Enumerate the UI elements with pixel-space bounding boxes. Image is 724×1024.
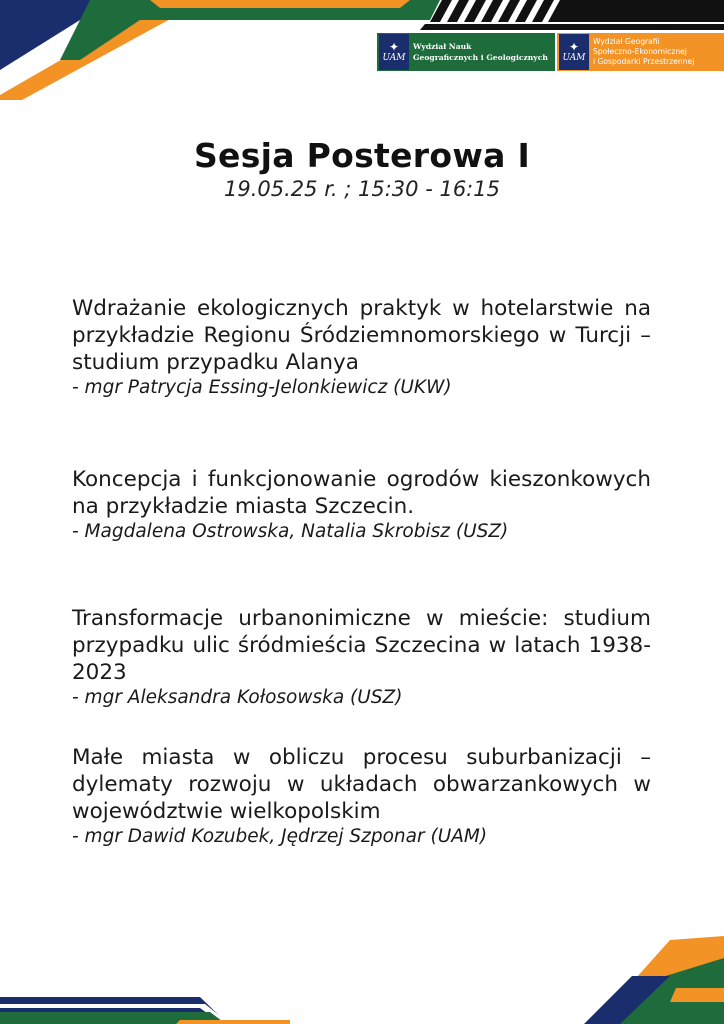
session-datetime: 19.05.25 r. ; 15:30 - 16:15 xyxy=(224,177,500,201)
poster-entry-1 xyxy=(72,295,651,400)
poster-authors: - mgr Aleksandra Kołosowska (USZ) xyxy=(72,687,403,708)
logo-wngig-line1: Wydział Nauk xyxy=(413,42,472,51)
logo-wgseigp-line3: i Gospodarki Przestrzennej xyxy=(593,57,695,66)
logo-wngig xyxy=(377,33,555,71)
poster-title: Małe miasta w obliczu procesu suburbanizacji – dylematy rozwoju w układach obwarzankowych w województwie wielkopolskim xyxy=(72,745,651,824)
poster-entry-3 xyxy=(72,605,651,710)
poster-entry-2 xyxy=(72,466,651,544)
uam-crest-icon: ✦ UAM xyxy=(559,34,589,70)
session-title: Sesja Posterowa I xyxy=(193,136,531,175)
poster-title: Wdrażanie ekologicznych praktyk w hotelarstwie na przykładzie Regionu Śródziemnomorskiego w Turcji – studium przypadku Alanya xyxy=(72,296,651,375)
bottom-right-decoration xyxy=(560,930,724,1024)
logo-wgseigp-line1: Wydział Geografii xyxy=(593,37,660,46)
poster-authors: - mgr Dawid Kozubek, Jędrzej Szponar (UAM) xyxy=(72,826,488,847)
logo-wgseigp-line2: Społeczno-Ekonomicznej xyxy=(593,47,687,56)
logo-wgseigp xyxy=(557,33,724,71)
poster-authors: - mgr Patrycja Essing-Jelonkiewicz (UKW) xyxy=(72,377,452,398)
poster-authors: - Magdalena Ostrowska, Natalia Skrobisz (USZ) xyxy=(72,521,509,542)
bottom-left-decoration xyxy=(0,994,300,1024)
poster-entry-4 xyxy=(72,744,651,849)
poster-title: Koncepcja i funkcjonowanie ogrodów kieszonkowych na przykładzie miasta Szczecin. xyxy=(72,467,651,519)
header-logos xyxy=(377,33,724,71)
poster-title: Transformacje urbanonimiczne w mieście: studium przypadku ulic śródmieścia Szczecina w latach 1938-2023 xyxy=(72,606,651,685)
uam-crest-icon: ✦ UAM xyxy=(379,34,409,70)
logo-wngig-line2: Geograficznych i Geologicznych xyxy=(413,53,548,62)
